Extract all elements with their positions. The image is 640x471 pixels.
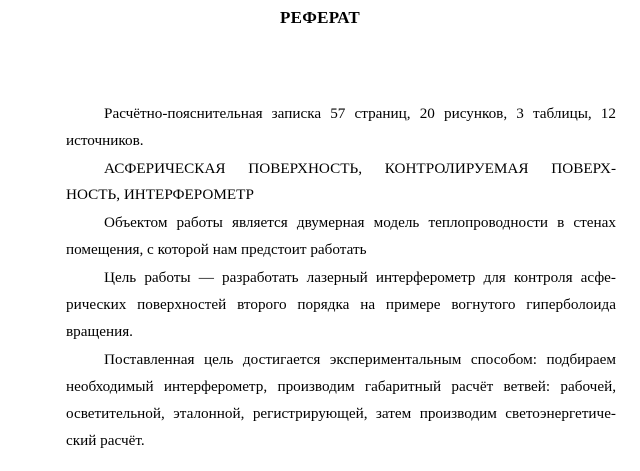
paragraph-line: рических поверхностей второго порядка на примере вогнутого гиперболоида	[66, 296, 616, 313]
paragraph-line: Цель работы — разработать лазерный интерферометр для контроля асфе-	[104, 269, 616, 286]
paragraph-line: Расчётно-пояснительная записка 57 страниц, 20 рисунков, 3 таблицы, 12	[104, 105, 616, 122]
keywords-line: АСФЕРИЧЕСКАЯ ПОВЕРХНОСТЬ, КОНТРОЛИРУЕМАЯ ПОВЕРХ-	[104, 160, 616, 177]
paragraph-line: необходимый интерферометр, производим габаритный расчёт ветвей: рабочей,	[66, 378, 616, 395]
document-title: РЕФЕРАТ	[279, 8, 361, 27]
paragraph-line: Поставленная цель достигается экспериментальным способом: подбираем	[104, 351, 616, 368]
paragraph-line: ский расчёт.	[66, 432, 145, 449]
paragraph-line: вращения.	[66, 323, 133, 340]
paragraph-line: Объектом работы является двумерная модель теплопроводности в стенах	[104, 214, 616, 231]
keywords-line: НОСТЬ, ИНТЕРФЕРОМЕТР	[66, 186, 254, 203]
paragraph-line: помещения, с которой нам предстоит работать	[66, 241, 367, 258]
paragraph-line: источников.	[66, 132, 144, 149]
paragraph-line: осветительной, эталонной, регистрирующей, затем производим светоэнергетиче-	[66, 405, 616, 422]
